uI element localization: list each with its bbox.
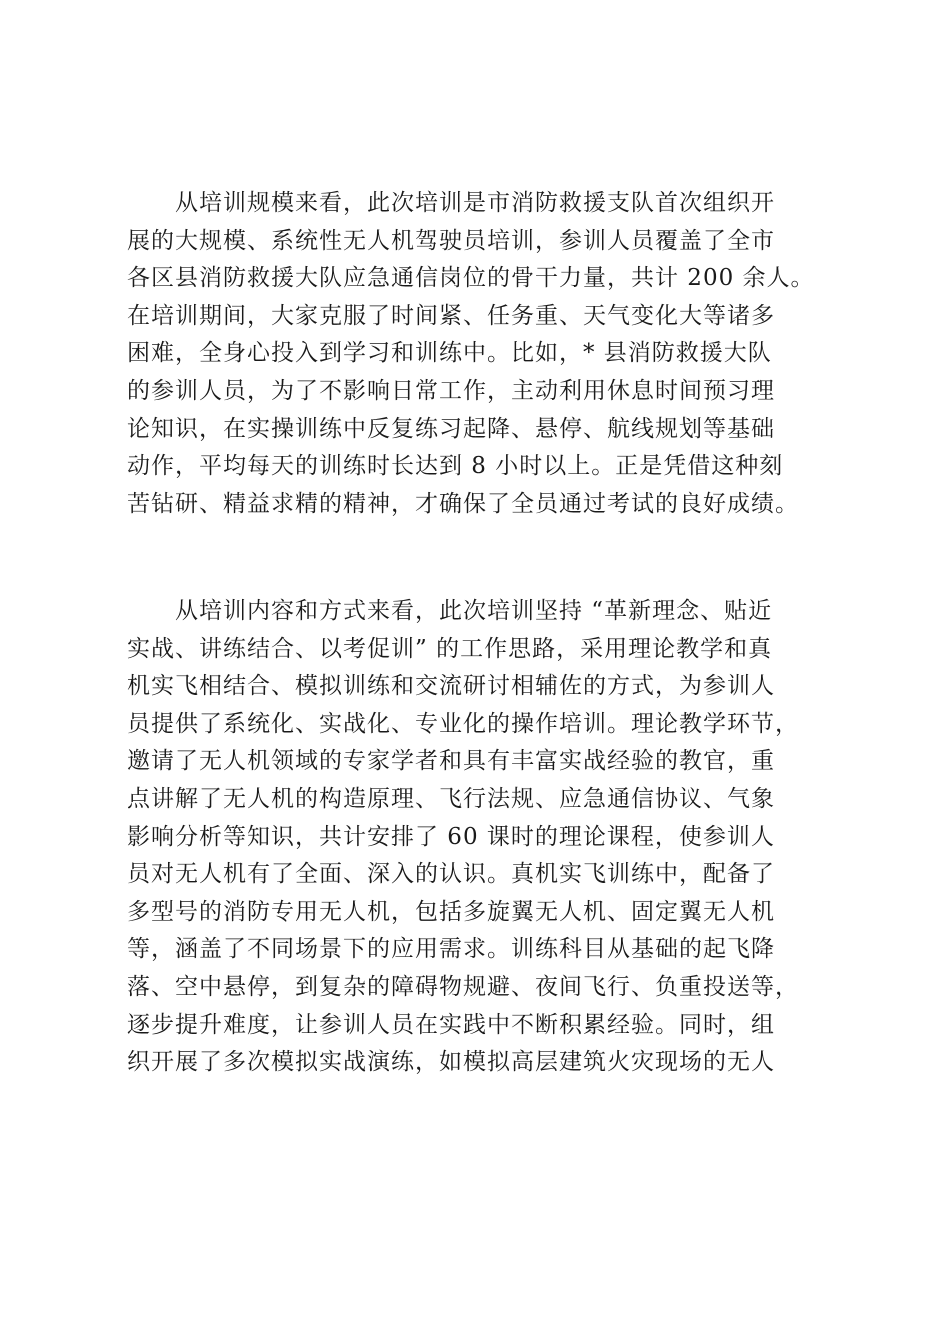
paragraph-line: 从培训规模来看，此次培训是市消防救援支队首次组织开: [175, 190, 775, 216]
paragraph-line: 在培训期间，大家克服了时间紧、任务重、天气变化大等诸多: [127, 302, 775, 329]
paragraph-line: 苦钻研、精益求精的精神，才确保了全员通过考试的良好成绩。: [127, 490, 799, 517]
paragraph-line: 困难，全身心投入到学习和训练中。比如，* 县消防救援大队: [127, 340, 772, 367]
paragraph-line: 的参训人员，为了不影响日常工作，主动利用休息时间预习理: [127, 377, 775, 404]
paragraph-line: 员对无人机有了全面、深入的认识。真机实飞训练中，配备了: [127, 861, 775, 888]
paragraph-line: 从培训内容和方式来看，此次培训坚持 “革新理念、贴近: [175, 598, 773, 624]
paragraph-line: 动作，平均每天的训练时长达到 8 小时以上。正是凭借这种刻: [127, 453, 784, 480]
paragraph-line: 展的大规模、系统性无人机驾驶员培训，参训人员覆盖了全市: [127, 227, 775, 254]
paragraph-line: 织开展了多次模拟实战演练，如模拟高层建筑火灾现场的无人: [127, 1049, 775, 1076]
paragraph-line: 等，涵盖了不同场景下的应用需求。训练科目从基础的起飞降: [127, 936, 775, 963]
paragraph-line: 员提供了系统化、实战化、专业化的操作培训。理论教学环节，: [127, 710, 799, 737]
paragraph-line: 各区县消防救援大队应急通信岗位的骨干力量，共计 200 余人。: [127, 265, 815, 292]
paragraph-training-scale: [127, 185, 837, 523]
paragraph-line: 论知识，在实操训练中反复练习起降、悬停、航线规划等基础: [127, 415, 775, 442]
paragraph-line: 邀请了无人机领域的专家学者和具有丰富实战经验的教官，重: [127, 748, 775, 775]
paragraph-line: 落、空中悬停，到复杂的障碍物规避、夜间飞行、负重投送等，: [127, 973, 799, 1000]
paragraph-line: 实战、讲练结合、以考促训” 的工作思路，采用理论教学和真: [127, 635, 773, 662]
paragraph-training-content: [127, 593, 837, 1082]
paragraph-line: 逐步提升难度，让参训人员在实践中不断积累经验。同时，组: [127, 1011, 775, 1038]
paragraph-line: 影响分析等知识，共计安排了 60 课时的理论课程，使参训人: [127, 823, 775, 850]
paragraph-line: 机实飞相结合、模拟训练和交流研讨相辅佐的方式，为参训人: [127, 673, 775, 700]
paragraph-line: 点讲解了无人机的构造原理、飞行法规、应急通信协议、气象: [127, 785, 775, 812]
paragraph-line: 多型号的消防专用无人机，包括多旋翼无人机、固定翼无人机: [127, 898, 775, 925]
